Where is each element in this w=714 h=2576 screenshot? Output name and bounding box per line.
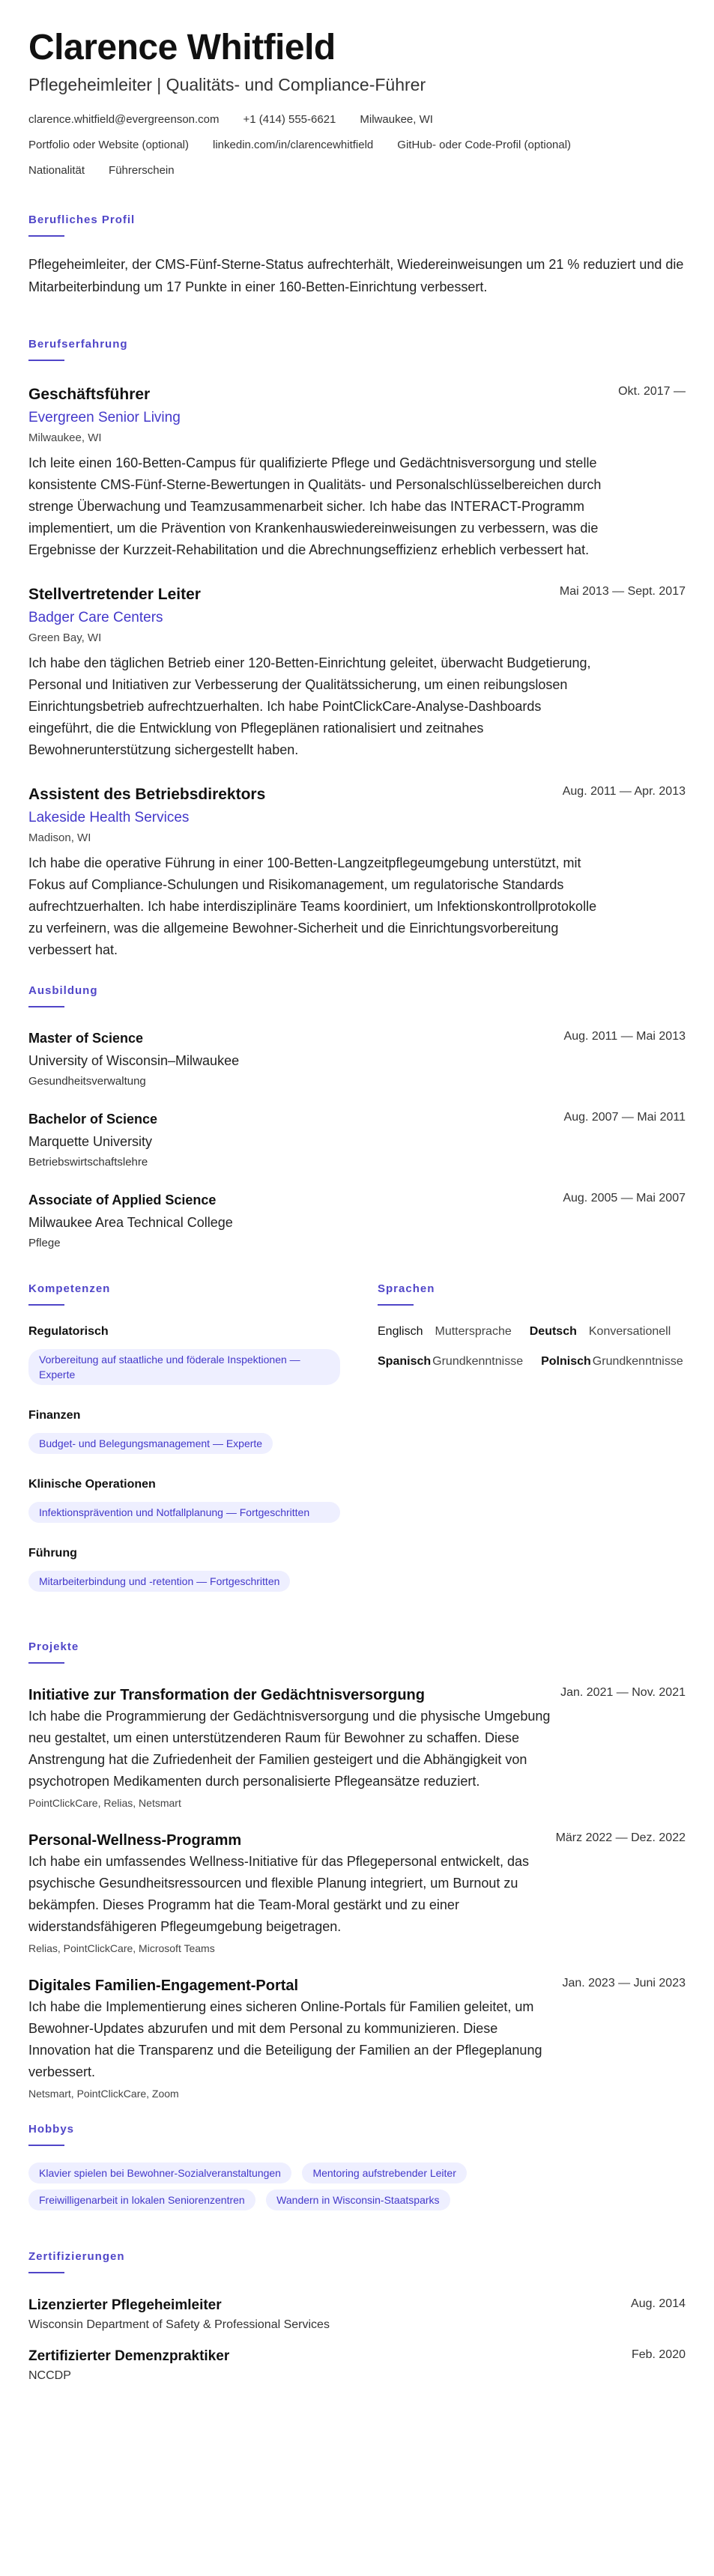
- skill-chip: Vorbereitung auf staatliche und föderale Inspektionen — Experte: [28, 1349, 340, 1385]
- language-level: Grundkenntnisse: [592, 1355, 683, 1368]
- skill-group: [28, 1407, 348, 1460]
- projects-section: [28, 1640, 686, 2101]
- language-name: Deutsch: [529, 1325, 577, 1338]
- degree: Associate of Applied Science: [28, 1192, 217, 1207]
- hobby-chip: Klavier spielen bei Bewohner-Sozialveranstaltungen: [28, 2163, 291, 2183]
- certification-name: Zertifizierter Demenzpraktiker: [28, 2348, 230, 2364]
- skill-category: Klinische Operationen: [28, 1478, 156, 1491]
- skill-category: Finanzen: [28, 1409, 81, 1422]
- field-of-study: Pflege: [28, 1237, 61, 1249]
- education-date: Aug. 2011 — Mai 2013: [563, 1030, 686, 1043]
- language-name: Polnisch: [541, 1355, 591, 1368]
- experience-entry: [28, 784, 686, 961]
- skill-category: Regulatorisch: [28, 1325, 109, 1338]
- skills-section: [28, 1282, 348, 1614]
- language-row: [378, 1324, 696, 1340]
- portfolio-link[interactable]: Portfolio oder Website (optional): [28, 139, 189, 151]
- experience-section: [28, 337, 686, 961]
- job-title: Assistent des Betriebsdirektors: [28, 786, 266, 803]
- links-row: [28, 138, 686, 153]
- section-title: Ausbildung: [28, 984, 98, 997]
- skill-chip: Infektionsprävention und Notfallplanung — Fortgeschritten: [28, 1502, 340, 1523]
- languages-section: [378, 1282, 696, 1614]
- education-date: Aug. 2007 — Mai 2011: [563, 1111, 686, 1124]
- phone: +1 (414) 555-6621: [243, 113, 336, 126]
- hobby-chip: Mentoring aufstrebender Leiter: [302, 2163, 466, 2183]
- project-name: Personal-Wellness-Programm: [28, 1832, 242, 1849]
- project-name: Initiative zur Transformation der Gedächtnisversorgung: [28, 1687, 425, 1703]
- company-name: Badger Care Centers: [28, 610, 163, 625]
- skill-category: Führung: [28, 1547, 77, 1560]
- profile-section: [28, 213, 686, 298]
- skill-group: [28, 1545, 348, 1598]
- language-name: Spanisch: [378, 1355, 432, 1368]
- section-divider: [28, 360, 64, 361]
- project-tools: PointClickCare, Relias, Netsmart: [28, 1797, 181, 1809]
- project-date: Jan. 2021 — Nov. 2021: [560, 1686, 686, 1699]
- headline: Pflegeheimleiter | Qualitäts- und Compliance-Führer: [28, 75, 426, 94]
- section-divider: [28, 1006, 64, 1007]
- language-level: Muttersprache: [435, 1325, 512, 1338]
- job-description: Ich leite einen 160-Betten-Campus für qualifizierte Pflege und Gedächtnisversorgung und stelle konsistente CMS-Fünf-Sterne-Bewertungen in Qualitäts- und Personalschlüsselbereichen durch strenge Überwachung und Teamzusammenarbeit sicher. Ich habe das INTERACT-Programm implementiert, um die Prävention von Krankenhauswiedereinweisungen zu verbessern, was die Ergebnisse der Kurzzeit-Rehabilitation und die Abrechnungseffizienz erheblich verbessert hat.: [28, 455, 602, 557]
- degree: Bachelor of Science: [28, 1112, 158, 1127]
- section-title: Hobbys: [28, 2123, 75, 2136]
- section-divider: [28, 2145, 64, 2146]
- company-name: Lakeside Health Services: [28, 810, 190, 825]
- profile-summary: Pflegeheimleiter, der CMS-Fünf-Sterne-Status aufrechterhält, Wiedereinweisungen um 21 % reduziert und die Mitarbeiterbindung um 17 Punkte in einer 160-Betten-Einrichtung verbessert.: [28, 257, 684, 294]
- certification-entry: [28, 2347, 686, 2384]
- project-tools: Netsmart, PointClickCare, Zoom: [28, 2088, 179, 2100]
- drivers-license: Führerschein: [109, 164, 175, 177]
- section-divider: [28, 1304, 64, 1306]
- education-entry: [28, 1028, 686, 1090]
- field-of-study: Betriebswirtschaftslehre: [28, 1156, 148, 1169]
- github-link[interactable]: GitHub- oder Code-Profil (optional): [397, 139, 572, 151]
- hobby-chip: Freiwilligenarbeit in lokalen Seniorenzentren: [28, 2189, 255, 2210]
- certification-issuer: Wisconsin Department of Safety & Professional Services: [28, 2318, 330, 2331]
- job-location: Madison, WI: [28, 831, 91, 844]
- project-date: März 2022 — Dez. 2022: [555, 1831, 686, 1844]
- header: [28, 27, 686, 178]
- job-date: Okt. 2017 —: [618, 385, 686, 398]
- school: Milwaukee Area Technical College: [28, 1215, 233, 1230]
- language-level: Konversationell: [588, 1325, 671, 1338]
- contact-row: [28, 112, 686, 127]
- section-divider: [28, 2272, 64, 2273]
- hobby-chip: Wandern in Wisconsin-Staatsparks: [266, 2189, 450, 2210]
- job-title: Stellvertretender Leiter: [28, 586, 201, 603]
- experience-entry: [28, 384, 686, 561]
- field-of-study: Gesundheitsverwaltung: [28, 1075, 146, 1088]
- section-title: Sprachen: [378, 1282, 435, 1295]
- personal-row: [28, 163, 686, 178]
- linkedin-link[interactable]: linkedin.com/in/clarencewhitfield: [213, 139, 374, 151]
- job-description: Ich habe die operative Führung in einer 100-Betten-Langzeitpflegeumgebung unterstützt, mit Fokus auf Compliance-Schulungen und Risikomanagement, um regulatorische Standards aufrechtzuerhalten. Ich habe interdisziplinäre Teams koordiniert, um Infektionskontrollprotokolle zu verfeinern, was die allgemeine Bewohner-Sicherheit und die Einrichtungsvorbereitung verbessert hat.: [28, 855, 597, 957]
- education-section: [28, 984, 686, 1252]
- section-divider: [378, 1304, 414, 1306]
- language-level: Grundkenntnisse: [432, 1355, 524, 1368]
- skill-chip: Mitarbeiterbindung und -retention — Fortgeschritten: [28, 1571, 290, 1592]
- project-tools: Relias, PointClickCare, Microsoft Teams: [28, 1942, 215, 1954]
- school: Marquette University: [28, 1134, 153, 1149]
- company-name: Evergreen Senior Living: [28, 410, 181, 425]
- job-location: Green Bay, WI: [28, 631, 102, 644]
- section-divider: [28, 1662, 64, 1664]
- language-name: Englisch: [378, 1325, 423, 1338]
- certification-date: Aug. 2014: [631, 2297, 686, 2310]
- experience-entry: [28, 584, 686, 761]
- education-entry: [28, 1109, 686, 1171]
- project-entry: [28, 1975, 686, 2101]
- job-date: Aug. 2011 — Apr. 2013: [562, 785, 686, 798]
- section-title: Zertifizierungen: [28, 2250, 125, 2263]
- project-date: Jan. 2023 — Juni 2023: [562, 1977, 686, 1989]
- email-link[interactable]: clarence.whitfield@evergreenson.com: [28, 113, 220, 126]
- skill-group: [28, 1324, 348, 1391]
- school: University of Wisconsin–Milwaukee: [28, 1053, 240, 1068]
- project-entry: [28, 1830, 686, 1956]
- hobbies-section: [28, 2122, 686, 2216]
- job-location: Milwaukee, WI: [28, 431, 102, 444]
- section-title: Projekte: [28, 1640, 79, 1653]
- job-description: Ich habe den täglichen Betrieb einer 120-Betten-Einrichtung geleitet, überwacht Budgetierung, Personal und Initiativen zur Verbesserung der Qualitätssicherung, um einen reibungslosen Einrichtungsbetrieb aufrechtzuerhalten. Ich habe PointClickCare-Analyse-Dashboards eingeführt, die die Entwicklung von Pflegeplänen rationalisiert und zeitnahes Bewohnerunterstützung sichergestellt haben.: [28, 655, 591, 757]
- certification-entry: [28, 2296, 686, 2333]
- skill-chip: Budget- und Belegungsmanagement — Experte: [28, 1433, 273, 1454]
- skill-group: [28, 1476, 348, 1529]
- education-entry: [28, 1190, 686, 1252]
- certifications-section: [28, 2249, 686, 2384]
- certification-name: Lizenzierter Pflegeheimleiter: [28, 2297, 222, 2313]
- education-date: Aug. 2005 — Mai 2007: [563, 1192, 686, 1204]
- degree: Master of Science: [28, 1031, 144, 1046]
- certification-issuer: NCCDP: [28, 2369, 71, 2382]
- project-description: Ich habe ein umfassendes Wellness-Initiative für das Pflegepersonal entwickelt, das psychische Gesundheitsressourcen und flexible Planung integriert, um Burnout zu bekämpfen. Dieses Programm hat die Team-Moral gestärkt und zu einer widerstandsfähigeren Pflegeumgebung beigetragen.: [28, 1854, 530, 1934]
- section-title: Kompetenzen: [28, 1282, 111, 1295]
- candidate-name: Clarence Whitfield: [28, 28, 336, 67]
- section-title: Berufserfahrung: [28, 338, 128, 351]
- section-title: Berufliches Profil: [28, 213, 136, 226]
- location: Milwaukee, WI: [360, 113, 433, 126]
- project-description: Ich habe die Implementierung eines sicheren Online-Portals für Familien geleitet, um Bewohner-Updates abzurufen und mit dem Personal zu kommunizieren. Diese Innovation hat die Transparenz und die Beteiligung der Familien an der Pflegeplanung verbessert.: [28, 1999, 542, 2079]
- language-row: [378, 1354, 696, 1370]
- project-entry: [28, 1685, 686, 1810]
- skills-languages-row: [28, 1282, 686, 1614]
- job-date: Mai 2013 — Sept. 2017: [559, 585, 686, 598]
- project-description: Ich habe die Programmierung der Gedächtnisversorgung und die physische Umgebung neu gestaltet, um einen unterstützenderen Raum für Bewohner zu schaffen. Diese Anstrengung hat die Zufriedenheit der Familien gesteigert und die Abhängigkeit von psychotropen Medikamenten durch personalisierte Pflegeansätze reduziert.: [28, 1709, 551, 1789]
- project-name: Digitales Familien-Engagement-Portal: [28, 1978, 299, 1994]
- section-divider: [28, 235, 64, 237]
- nationality: Nationalität: [28, 164, 85, 177]
- job-title: Geschäftsführer: [28, 386, 151, 403]
- certification-date: Feb. 2020: [631, 2348, 686, 2361]
